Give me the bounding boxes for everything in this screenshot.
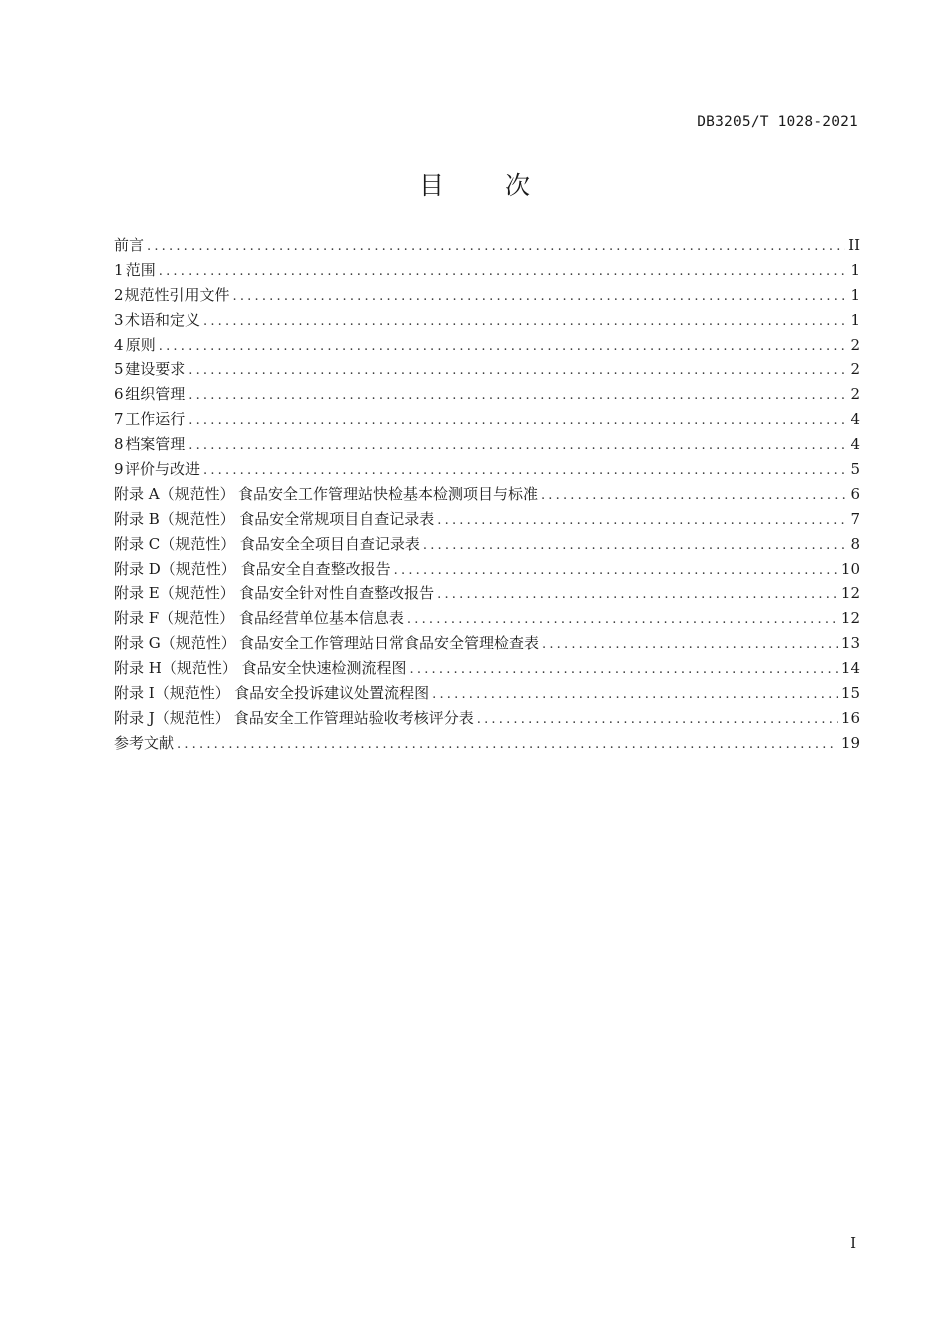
toc-entry-page: 2 bbox=[850, 335, 860, 354]
toc-title-char-1: 目 bbox=[418, 171, 445, 200]
toc-entry-label: 档案管理 bbox=[125, 435, 186, 454]
toc-entry-label: 参考文献 bbox=[114, 733, 175, 752]
annex-label: 食品安全工作管理站日常食品安全管理检查表 bbox=[239, 634, 540, 653]
annex-label: 食品安全针对性自查整改报告 bbox=[239, 584, 435, 603]
toc-entry-number: 6 bbox=[114, 385, 124, 404]
leader-dots bbox=[203, 459, 847, 484]
annex-page: 14 bbox=[840, 659, 860, 678]
leader-dots bbox=[437, 583, 838, 608]
toc-entry-page: 19 bbox=[840, 733, 860, 752]
annex-prefix: 附录 D（规范性） bbox=[114, 559, 236, 578]
annex-page: 8 bbox=[850, 534, 860, 553]
toc-entry-5[interactable] bbox=[114, 357, 860, 382]
annex-page: 15 bbox=[840, 684, 860, 703]
toc-entry-label: 范围 bbox=[125, 260, 156, 279]
toc-entry-page: 1 bbox=[850, 310, 860, 329]
annex-label: 食品安全投诉建议处置流程图 bbox=[234, 684, 430, 703]
toc-entry-9[interactable] bbox=[114, 457, 860, 482]
annex-label: 食品安全快速检测流程图 bbox=[241, 659, 407, 678]
toc-title bbox=[0, 166, 950, 202]
toc-entry-label: 评价与改进 bbox=[124, 460, 200, 479]
annex-page: 12 bbox=[840, 584, 860, 603]
annex-label: 食品安全工作管理站验收考核评分表 bbox=[233, 708, 474, 727]
leader-dots bbox=[407, 608, 838, 633]
annex-prefix: 附录 E（规范性） bbox=[114, 584, 235, 603]
toc-annex-i[interactable] bbox=[114, 681, 860, 706]
leader-dots bbox=[541, 484, 847, 509]
toc-entry-page: II bbox=[848, 236, 860, 254]
toc-annex-e[interactable] bbox=[114, 581, 860, 606]
toc-annex-c[interactable] bbox=[114, 532, 860, 557]
toc-entry-number: 9 bbox=[114, 460, 124, 479]
annex-label: 食品安全自查整改报告 bbox=[240, 559, 391, 578]
annex-prefix: 附录 G（规范性） bbox=[114, 634, 236, 653]
toc-entry-page: 1 bbox=[850, 260, 860, 279]
toc-entry-page: 4 bbox=[850, 435, 860, 454]
page-number: I bbox=[850, 1234, 856, 1252]
annex-label: 食品安全工作管理站快检基本检测项目与标准 bbox=[237, 484, 538, 503]
leader-dots bbox=[188, 409, 847, 434]
leader-dots bbox=[203, 310, 847, 335]
toc-entry-label: 原则 bbox=[125, 335, 156, 354]
toc-entry-references[interactable] bbox=[114, 731, 860, 756]
leader-dots bbox=[159, 260, 848, 285]
annex-prefix: 附录 H（规范性） bbox=[114, 659, 237, 678]
toc-annex-b[interactable] bbox=[114, 507, 860, 532]
toc-annex-d[interactable] bbox=[114, 557, 860, 582]
leader-dots bbox=[159, 335, 848, 360]
toc-title-char-2: 次 bbox=[505, 171, 532, 200]
toc-entry-number: 3 bbox=[114, 310, 124, 329]
toc-entry-8[interactable] bbox=[114, 432, 860, 457]
toc-entry-number: 8 bbox=[114, 435, 124, 454]
leader-dots bbox=[410, 658, 838, 683]
toc-entry-page: 2 bbox=[850, 385, 860, 404]
annex-page: 16 bbox=[840, 708, 860, 727]
toc-entry-page: 1 bbox=[850, 285, 860, 304]
annex-prefix: 附录 B（规范性） bbox=[114, 509, 235, 528]
annex-label: 食品安全全项目自查记录表 bbox=[239, 534, 420, 553]
annex-prefix: 附录 A（规范性） bbox=[114, 484, 235, 503]
toc-entry-label: 规范性引用文件 bbox=[124, 285, 230, 304]
annex-page: 10 bbox=[840, 559, 860, 578]
annex-label: 食品经营单位基本信息表 bbox=[238, 609, 404, 628]
annex-page: 12 bbox=[840, 609, 860, 628]
toc-annex-f[interactable] bbox=[114, 606, 860, 631]
leader-dots bbox=[188, 359, 847, 384]
annex-page: 7 bbox=[850, 509, 860, 528]
toc-entry-foreword[interactable] bbox=[114, 233, 860, 258]
leader-dots bbox=[147, 235, 845, 260]
toc-entry-number: 1 bbox=[114, 260, 124, 279]
leader-dots bbox=[432, 683, 838, 708]
toc-entry-page: 2 bbox=[850, 360, 860, 379]
table-of-contents bbox=[114, 233, 860, 756]
document-code: DB3205/T 1028-2021 bbox=[697, 114, 858, 130]
toc-entry-4[interactable] bbox=[114, 333, 860, 358]
leader-dots bbox=[188, 434, 847, 459]
annex-page: 6 bbox=[850, 484, 860, 503]
toc-entry-label: 工作运行 bbox=[125, 410, 186, 429]
annex-page: 13 bbox=[840, 634, 860, 653]
toc-entry-6[interactable] bbox=[114, 382, 860, 407]
toc-entry-7[interactable] bbox=[114, 407, 860, 432]
leader-dots bbox=[233, 285, 848, 310]
toc-entry-number: 7 bbox=[114, 410, 124, 429]
toc-entry-label: 术语和定义 bbox=[124, 310, 200, 329]
leader-dots bbox=[437, 509, 847, 534]
leader-dots bbox=[394, 559, 838, 584]
toc-entry-2[interactable] bbox=[114, 283, 860, 308]
annex-prefix: 附录 F（规范性） bbox=[114, 609, 235, 628]
leader-dots bbox=[177, 733, 838, 758]
leader-dots bbox=[188, 384, 847, 409]
toc-entry-page: 4 bbox=[850, 410, 860, 429]
toc-annex-g[interactable] bbox=[114, 631, 860, 656]
annex-prefix: 附录 I（规范性） bbox=[114, 684, 230, 703]
toc-entry-label: 建设要求 bbox=[125, 360, 186, 379]
leader-dots bbox=[542, 633, 838, 658]
annex-prefix: 附录 C（规范性） bbox=[114, 534, 236, 553]
toc-entry-1[interactable] bbox=[114, 258, 860, 283]
toc-entry-label: 前言 bbox=[114, 236, 145, 254]
toc-annex-h[interactable] bbox=[114, 656, 860, 681]
annex-prefix: 附录 J（规范性） bbox=[114, 708, 230, 727]
toc-entry-number: 4 bbox=[114, 335, 124, 354]
toc-entry-number: 5 bbox=[114, 360, 124, 379]
toc-entry-number: 2 bbox=[114, 285, 124, 304]
toc-annex-j[interactable] bbox=[114, 706, 860, 731]
toc-entry-3[interactable] bbox=[114, 308, 860, 333]
leader-dots bbox=[423, 534, 848, 559]
toc-annex-a[interactable] bbox=[114, 482, 860, 507]
toc-entry-page: 5 bbox=[850, 460, 860, 479]
toc-entry-label: 组织管理 bbox=[125, 385, 186, 404]
annex-label: 食品安全常规项目自查记录表 bbox=[239, 509, 435, 528]
leader-dots bbox=[477, 708, 838, 733]
